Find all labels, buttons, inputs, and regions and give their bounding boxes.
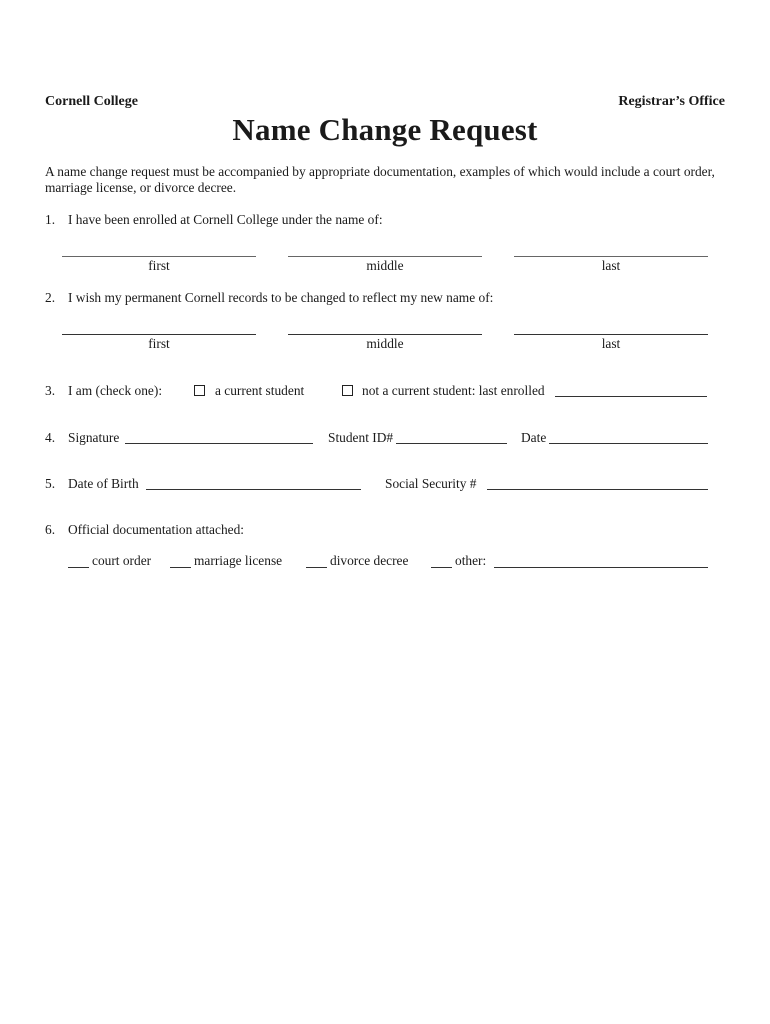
former-last-label: last [601, 258, 621, 273]
new-last-name-field[interactable] [514, 334, 708, 335]
q2-number: 2. [45, 290, 56, 305]
other-blank[interactable] [431, 567, 452, 568]
signature-field[interactable] [125, 443, 313, 444]
signature-label: Signature [68, 430, 120, 445]
new-middle-label: middle [366, 336, 404, 351]
other-field[interactable] [494, 567, 708, 568]
student-id-field[interactable] [396, 443, 507, 444]
q3-text: I am (check one): [68, 383, 163, 398]
new-last-label: last [601, 336, 621, 351]
divorce-decree-blank[interactable] [306, 567, 327, 568]
ssn-label: Social Security # [385, 476, 477, 491]
new-middle-name-field[interactable] [288, 334, 482, 335]
former-first-name-field[interactable] [62, 256, 256, 257]
ssn-field[interactable] [487, 489, 708, 490]
former-middle-name-field[interactable] [288, 256, 482, 257]
last-enrolled-field[interactable] [555, 396, 707, 397]
court-order-label: court order [92, 553, 152, 568]
current-student-checkbox[interactable] [194, 385, 205, 396]
dob-label: Date of Birth [68, 476, 139, 491]
current-student-label: a current student [215, 383, 305, 398]
new-first-label: first [148, 336, 170, 351]
q1-text: I have been enrolled at Cornell College under the name of: [68, 212, 383, 227]
other-label: other: [455, 553, 487, 568]
divorce-decree-label: divorce decree [330, 553, 409, 568]
q6-text: Official documentation attached: [68, 522, 244, 537]
q5-number: 5. [45, 476, 56, 491]
date-label: Date [521, 430, 547, 445]
marriage-license-label: marriage license [194, 553, 283, 568]
former-last-name-field[interactable] [514, 256, 708, 257]
marriage-license-blank[interactable] [170, 567, 191, 568]
dob-field[interactable] [146, 489, 361, 490]
student-id-label: Student ID# [328, 430, 394, 445]
q6-number: 6. [45, 522, 56, 537]
court-order-blank[interactable] [68, 567, 89, 568]
former-middle-label: middle [366, 258, 404, 273]
not-current-student-label: not a current student: last enrolled [362, 383, 545, 398]
intro-paragraph: A name change request must be accompanied by appropriate documentation, examples of which would include a court order, marriage license, or divorce decree. [45, 164, 715, 195]
q2-text: I wish my permanent Cornell records to be changed to reflect my new name of: [68, 290, 494, 305]
college-name: Cornell College [45, 94, 138, 109]
q3-number: 3. [45, 383, 56, 398]
q4-number: 4. [45, 430, 56, 445]
not-current-student-checkbox[interactable] [342, 385, 353, 396]
new-first-name-field[interactable] [62, 334, 256, 335]
q1-number: 1. [45, 212, 56, 227]
former-first-label: first [148, 258, 170, 273]
page-title: Name Change Request [232, 112, 538, 147]
office-name: Registrar’s Office [618, 94, 725, 109]
date-field[interactable] [549, 443, 708, 444]
